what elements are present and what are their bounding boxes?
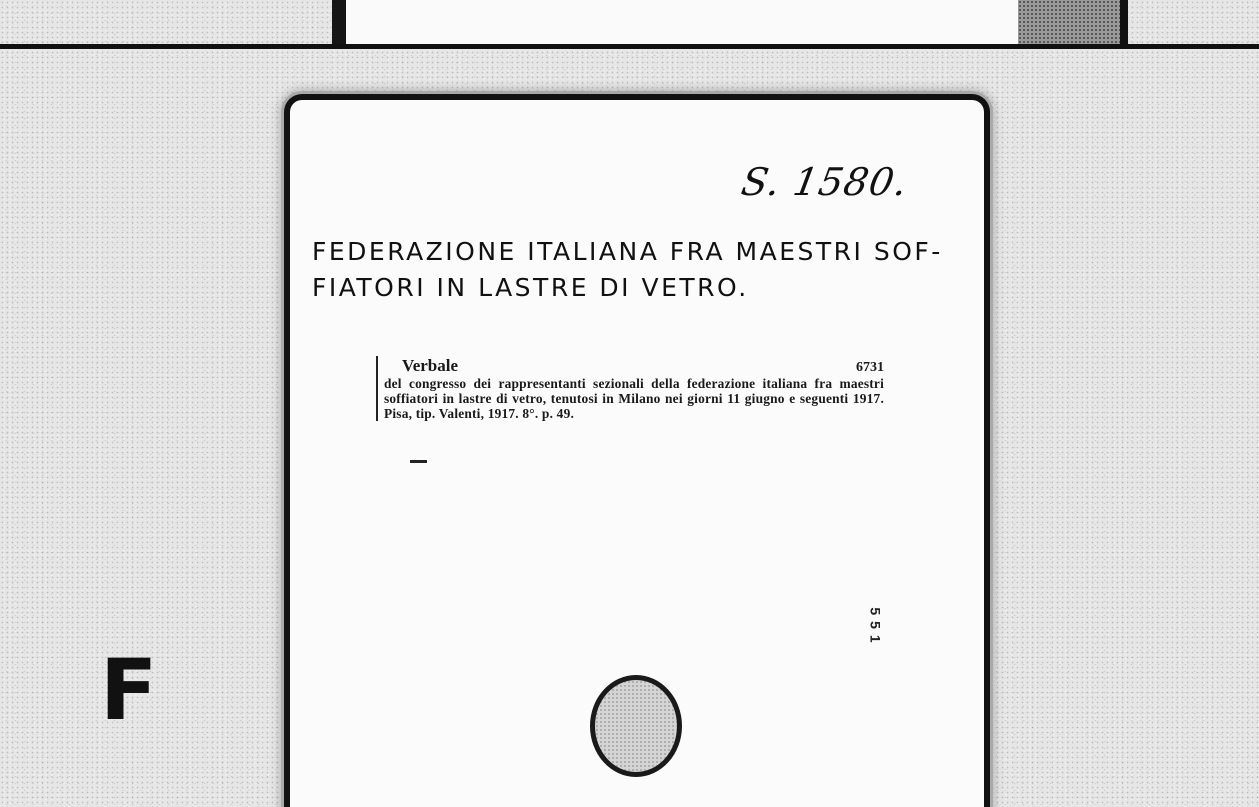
- entry-title: Verbale: [402, 356, 459, 375]
- card-punch-hole: [590, 675, 682, 777]
- entry-header: [384, 356, 884, 376]
- drawer-letter-f: F: [100, 641, 158, 739]
- card-heading: [312, 234, 972, 306]
- bibliographic-entry: [376, 356, 884, 421]
- entry-description: del congresso dei rappresentanti sezionali della federazione italiana fra maestri soffiatori in lastre di vetro, tenutosi in Milano nei giorni 11 giugno e seguenti 1917. Pisa, tip. Valenti, 1917. 8°. p. 49.: [384, 376, 884, 421]
- previous-card-right-edge: [1120, 0, 1128, 46]
- scan-divider-line: [0, 44, 1259, 49]
- side-stamp-number: [866, 598, 886, 658]
- card-heading-line-2: FIATORI IN LASTRE DI VETRO.: [312, 273, 749, 302]
- side-stamp-text: 551: [868, 607, 885, 649]
- entry-end-dash: [410, 460, 427, 463]
- previous-card-bottom: [346, 0, 1022, 44]
- card-heading-line-1: FEDERAZIONE ITALIANA FRA MAESTRI SOF-: [312, 237, 943, 266]
- previous-card-left-edge: [332, 0, 346, 46]
- previous-card-strip: [0, 0, 1259, 50]
- catalog-card: [284, 94, 990, 807]
- handwritten-shelf-mark: S. 1580.: [738, 160, 912, 204]
- entry-number: 6731: [856, 360, 884, 375]
- previous-card-shadow: [1018, 0, 1126, 44]
